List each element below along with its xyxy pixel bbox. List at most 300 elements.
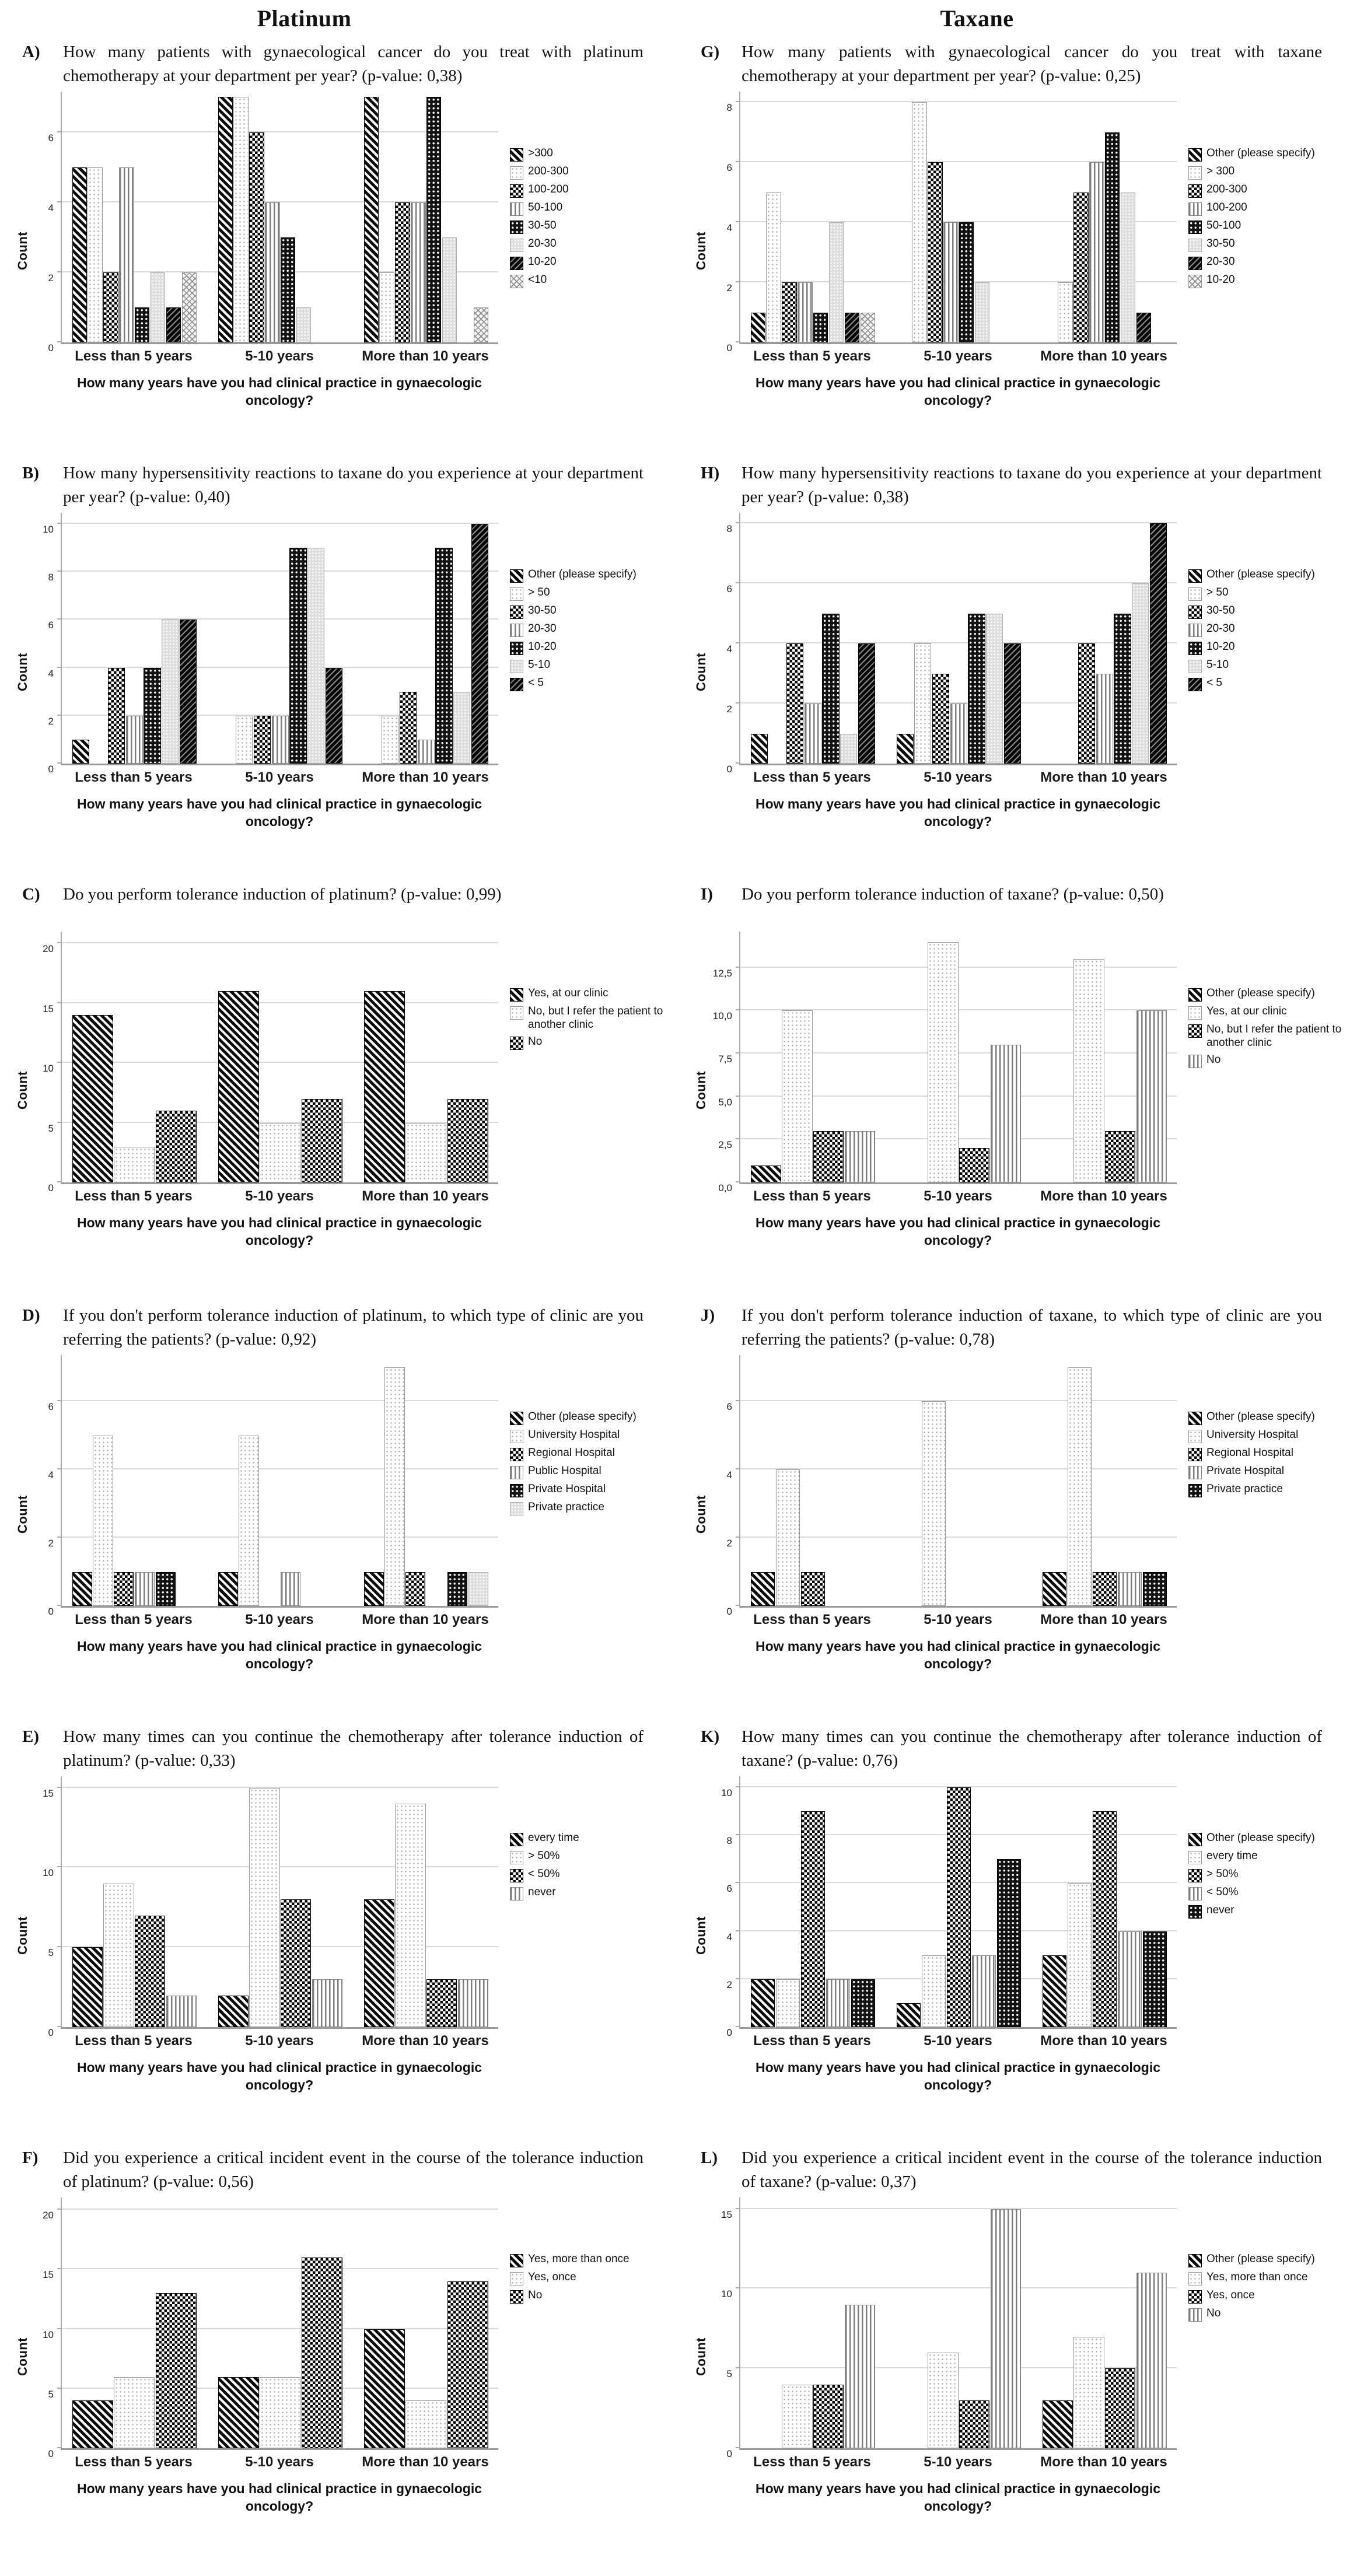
y-tick-mark <box>57 2208 62 2210</box>
legend-swatch-pattern-3 <box>1188 1024 1202 1038</box>
panel-letter: H) <box>701 464 720 482</box>
bar-less-than-5-years-s6 <box>829 222 844 342</box>
panel-question-title: How many hypersensitivity reactions to taxane do you experience at your department per year? (p-value: 0,40) <box>63 464 643 507</box>
panel-letter: E) <box>22 1727 39 1746</box>
legend-item <box>1188 1886 1357 1901</box>
gridline <box>62 523 498 524</box>
y-tick-label: 15 <box>43 2269 54 2281</box>
legend-swatch-pattern-6 <box>510 660 523 673</box>
legend-item <box>1188 165 1357 180</box>
bar-less-than-5-years-s7 <box>858 643 875 764</box>
x-category-label: 5-10 years <box>924 2033 992 2049</box>
legend-swatch-pattern-1 <box>510 1833 523 1846</box>
y-tick-mark <box>736 1138 740 1139</box>
plot-column <box>739 513 1177 831</box>
panel-C <box>0 874 678 1296</box>
bar-less-than-5-years-s3 <box>782 282 796 342</box>
panel-title-row <box>678 2138 1357 2196</box>
y-tick-label: 0 <box>726 764 732 775</box>
x-category-labels <box>739 1608 1177 1632</box>
legend-swatch-pattern-6 <box>1188 660 1202 673</box>
y-tick-mark <box>736 582 740 583</box>
chart-row <box>0 2197 678 2515</box>
legend-label: Yes, more than once <box>1206 2271 1308 2284</box>
y-tick-label: 15 <box>721 2208 732 2220</box>
y-tick-label: 5 <box>48 2388 54 2400</box>
legend-item <box>510 2289 678 2304</box>
y-tick-mark <box>736 1834 740 1835</box>
y-tick-mark <box>736 1882 740 1883</box>
chart-row <box>678 92 1357 410</box>
bar-more-than-10-years-s5 <box>1143 1931 1167 2028</box>
legend-label: >300 <box>528 147 553 160</box>
x-category-labels <box>61 2450 498 2474</box>
y-tick-mark <box>736 2208 740 2209</box>
legend-item <box>1188 1904 1357 1919</box>
bar-5-10-years-s2 <box>239 1436 258 1606</box>
bar-5-10-years-s6 <box>986 614 1003 764</box>
legend-label: 100-200 <box>1206 201 1247 214</box>
panel-letter: J) <box>701 1306 715 1325</box>
bar-less-than-5-years-s1 <box>72 167 87 343</box>
y-axis-label: Count <box>694 2337 709 2376</box>
panel-title-row <box>0 1296 678 1354</box>
plot-column <box>61 2197 498 2515</box>
bar-5-10-years-s7 <box>326 668 342 764</box>
legend-swatch-pattern-4 <box>510 624 523 637</box>
legend-label: Yes, at our clinic <box>1206 1005 1287 1017</box>
legend-label: Other (please specify) <box>1206 147 1315 160</box>
bar-more-than-10-years-s6 <box>1132 583 1149 764</box>
y-tick-label: 2 <box>48 716 54 727</box>
y-axis-label: Count <box>15 2337 30 2376</box>
legend-label: 30-50 <box>528 219 557 232</box>
bar-more-than-10-years-s2 <box>1073 959 1104 1182</box>
bar-5-10-years-s5 <box>968 614 985 764</box>
legend-swatch-pattern-5 <box>1188 220 1202 234</box>
legend-item <box>1188 2289 1357 2304</box>
legend-column <box>498 513 678 831</box>
panel-letter: G) <box>701 43 720 61</box>
bar-5-10-years-s5 <box>289 548 306 764</box>
plot-area <box>739 1776 1177 2029</box>
legend <box>510 1832 678 1901</box>
bar-5-10-years-s2 <box>260 2377 300 2449</box>
y-tick-mark <box>57 1181 62 1182</box>
legend-item <box>1188 987 1357 1002</box>
legend-label: 10-20 <box>1206 640 1235 653</box>
legend-label: 5-10 <box>1206 659 1229 671</box>
legend-item <box>1188 586 1357 601</box>
bar-5-10-years-s2 <box>914 643 931 764</box>
legend-label: Private Hospital <box>1206 1465 1285 1478</box>
gridline <box>740 1400 1177 1401</box>
legend-item <box>1188 640 1357 655</box>
legend-swatch-pattern-5 <box>510 642 523 655</box>
y-axis-column <box>0 932 61 1250</box>
bar-less-than-5-years-s1 <box>72 1572 92 1606</box>
panel-F <box>0 2138 678 2559</box>
y-tick-mark <box>57 2268 62 2269</box>
y-tick-label: 2 <box>48 272 54 284</box>
bar-less-than-5-years-s3 <box>813 2385 844 2449</box>
legend-item <box>1188 2253 1357 2267</box>
chart-row <box>678 1776 1357 2094</box>
legend-swatch-pattern-1 <box>510 2254 523 2267</box>
bar-more-than-10-years-s3 <box>1105 2368 1135 2448</box>
bar-5-10-years-s4 <box>991 2209 1021 2449</box>
bar-more-than-10-years-s5 <box>426 97 441 342</box>
panel-question-title: If you don't perform tolerance induction of platinum, to which type of clinic are you referring the patients? (p-value: 0,92) <box>63 1306 643 1349</box>
legend-swatch-pattern-3 <box>510 1869 523 1882</box>
y-tick-label: 0 <box>726 2027 732 2039</box>
bar-more-than-10-years-s3 <box>1073 192 1088 342</box>
legend-swatch-pattern-7 <box>1188 257 1202 270</box>
gridline <box>62 2208 498 2210</box>
legend-swatch-pattern-3 <box>1188 2290 1202 2304</box>
plot-area <box>61 932 498 1184</box>
legend-label: every time <box>1206 1850 1258 1863</box>
gridline <box>740 101 1177 102</box>
y-tick-label: 0 <box>48 764 54 775</box>
legend-swatch-pattern-3 <box>510 1037 523 1050</box>
bar-5-10-years-s7 <box>1004 643 1021 764</box>
legend-label: 50-100 <box>528 201 563 214</box>
y-tick-mark <box>57 1002 62 1003</box>
legend-swatch-pattern-2 <box>1188 2272 1202 2286</box>
legend-column <box>498 2197 678 2515</box>
legend-label: 30-50 <box>1206 237 1235 250</box>
legend <box>510 568 678 691</box>
bar-less-than-5-years-s3 <box>135 1916 165 2028</box>
legend-label: < 5 <box>1206 677 1222 690</box>
x-axis-title: How many years have you had clinical practice in gynaecologic oncology? <box>76 1639 482 1672</box>
legend-swatch-pattern-4 <box>1188 1887 1202 1901</box>
x-category-label: More than 10 years <box>1040 2033 1167 2049</box>
y-tick-label: 4 <box>48 1469 54 1481</box>
y-tick-mark <box>736 161 740 162</box>
bar-less-than-5-years-s4 <box>135 1572 155 1606</box>
legend-label: Yes, more than once <box>528 2253 629 2266</box>
y-tick-label: 6 <box>48 132 54 144</box>
x-axis-title: How many years have you had clinical practice in gynaecologic oncology? <box>755 1215 1161 1248</box>
y-tick-mark <box>736 1978 740 1979</box>
x-category-labels <box>739 344 1177 369</box>
legend-item <box>510 219 678 234</box>
legend-label: Private practice <box>528 1501 604 1514</box>
gridline <box>62 2328 498 2329</box>
gridline <box>740 967 1177 968</box>
plot-column <box>739 1355 1177 1673</box>
bar-5-10-years-s1 <box>218 1572 238 1606</box>
y-tick-mark <box>736 281 740 282</box>
legend-item <box>1188 1023 1357 1050</box>
x-category-label: More than 10 years <box>362 348 489 365</box>
bar-more-than-10-years-s1 <box>1043 2400 1073 2448</box>
y-tick-label: 10 <box>721 2288 732 2300</box>
y-tick-mark <box>57 1946 62 1947</box>
legend-item <box>1188 1005 1357 1020</box>
legend-swatch-pattern-1 <box>1188 988 1202 1002</box>
bar-more-than-10-years-s4 <box>1089 162 1104 342</box>
legend-item <box>510 1035 678 1050</box>
y-axis-label: Count <box>694 1494 709 1534</box>
y-tick-label: 0 <box>48 2027 54 2039</box>
legend <box>1188 2253 1357 2322</box>
plot-column <box>61 1355 498 1673</box>
y-axis-column <box>678 513 739 831</box>
legend <box>1188 987 1357 1068</box>
y-tick-label: 4 <box>48 667 54 679</box>
x-category-labels <box>61 1608 498 1632</box>
bar-5-10-years-s1 <box>218 1996 249 2028</box>
legend-swatch-pattern-3 <box>1188 1448 1202 1461</box>
x-category-label: 5-10 years <box>245 1188 314 1204</box>
x-category-label: 5-10 years <box>924 1188 992 1204</box>
legend-swatch-pattern-6 <box>1188 239 1202 252</box>
legend-item <box>1188 256 1357 270</box>
y-tick-mark <box>57 762 62 764</box>
y-tick-label: 6 <box>726 1401 732 1413</box>
y-tick-mark <box>736 1930 740 1931</box>
bar-less-than-5-years-s3 <box>114 1572 134 1606</box>
bar-less-than-5-years-s7 <box>845 313 859 342</box>
y-tick-label: 10 <box>43 1867 54 1879</box>
legend-item <box>510 604 678 619</box>
legend-label: Other (please specify) <box>1206 1410 1315 1423</box>
x-category-label: More than 10 years <box>362 2033 489 2049</box>
y-tick-label: 5 <box>48 1122 54 1134</box>
y-tick-mark <box>736 341 740 342</box>
legend-item <box>510 640 678 655</box>
y-axis-label: Count <box>15 231 30 270</box>
legend-label: 50-100 <box>1206 219 1241 232</box>
y-tick-mark <box>736 1400 740 1401</box>
x-axis-title: How many years have you had clinical practice in gynaecologic oncology? <box>755 2481 1161 2514</box>
gridline <box>740 1536 1177 1538</box>
legend-label: 5-10 <box>528 659 551 671</box>
y-axis-column <box>678 932 739 1250</box>
x-category-labels <box>739 1184 1177 1209</box>
legend-label: 20-30 <box>1206 622 1235 635</box>
plot-column <box>739 932 1177 1250</box>
y-tick-mark <box>736 221 740 222</box>
legend-item <box>1188 1465 1357 1479</box>
gridline <box>740 1468 1177 1469</box>
bar-more-than-10-years-s3 <box>400 692 417 764</box>
legend-item <box>510 2271 678 2286</box>
x-category-label: Less than 5 years <box>753 1612 871 1628</box>
bar-less-than-5-years-s1 <box>72 1015 113 1182</box>
bar-less-than-5-years-s4 <box>845 2305 875 2448</box>
x-category-label: Less than 5 years <box>753 2033 871 2049</box>
y-tick-mark <box>57 1122 62 1123</box>
panel-K <box>678 1717 1357 2138</box>
panel-D <box>0 1296 678 1717</box>
legend-item <box>1188 1054 1357 1068</box>
bar-more-than-10-years-s3 <box>426 1979 457 2027</box>
bar-5-10-years-s4 <box>972 1955 996 2027</box>
legend-item <box>1188 1410 1357 1425</box>
legend-item <box>1188 1447 1357 1461</box>
y-tick-label: 6 <box>726 583 732 595</box>
legend-label: 20-30 <box>528 622 557 635</box>
legend-label: No <box>1206 2307 1221 2320</box>
legend-swatch-pattern-4 <box>510 1466 523 1479</box>
legend-label: University Hospital <box>1206 1429 1299 1441</box>
legend-swatch-pattern-4 <box>1188 2308 1202 2322</box>
legend-swatch-pattern-2 <box>1188 1851 1202 1864</box>
legend-swatch-pattern-2 <box>1188 1006 1202 1020</box>
bar-more-than-10-years-s5 <box>1143 1572 1167 1606</box>
y-tick-mark <box>736 1009 740 1010</box>
x-axis-title: How many years have you had clinical practice in gynaecologic oncology? <box>76 2481 482 2514</box>
legend-item <box>510 274 678 288</box>
gridline <box>740 2208 1177 2209</box>
x-category-label: More than 10 years <box>362 1612 489 1628</box>
x-axis-title: How many years have you had clinical practice in gynaecologic oncology? <box>755 1639 1161 1672</box>
legend-item <box>1188 274 1357 288</box>
x-category-label: 5-10 years <box>245 348 314 365</box>
plot-area <box>61 1776 498 2029</box>
panel-A <box>0 32 678 453</box>
y-tick-label: 2 <box>726 704 732 715</box>
legend-label: Other (please specify) <box>1206 568 1315 581</box>
y-tick-mark <box>736 1536 740 1538</box>
legend-swatch-pattern-6 <box>510 239 523 252</box>
x-category-label: 5-10 years <box>245 769 314 786</box>
gridline <box>740 642 1177 643</box>
legend-swatch-pattern-2 <box>1188 1430 1202 1443</box>
legend-label: never <box>1206 1904 1234 1917</box>
gridline <box>62 942 498 943</box>
y-tick-mark <box>57 2388 62 2389</box>
bar-more-than-10-years-s6 <box>1121 192 1135 342</box>
legend-item <box>510 1832 678 1846</box>
y-tick-label: 5 <box>48 1947 54 1959</box>
y-tick-mark <box>736 702 740 704</box>
bar-less-than-5-years-s4 <box>119 167 134 343</box>
legend-column <box>498 92 678 410</box>
legend-item <box>1188 147 1357 162</box>
bar-5-10-years-s4 <box>991 1045 1021 1182</box>
x-category-label: More than 10 years <box>1040 769 1167 786</box>
plot-column <box>61 932 498 1250</box>
bar-5-10-years-s3 <box>959 2400 989 2448</box>
legend-label: No <box>528 2289 543 2302</box>
bar-less-than-5-years-s1 <box>751 313 765 342</box>
legend-swatch-pattern-4 <box>1188 624 1202 637</box>
bar-more-than-10-years-s1 <box>364 991 405 1182</box>
legend-item <box>510 1886 678 1901</box>
plot-column <box>739 1776 1177 2094</box>
bar-5-10-years-s3 <box>947 1787 971 2027</box>
panel-title-row <box>678 453 1357 512</box>
bar-more-than-10-years-s2 <box>1068 1883 1092 2027</box>
legend-item <box>510 165 678 180</box>
plot-column <box>61 513 498 831</box>
x-category-label: Less than 5 years <box>75 769 193 786</box>
legend-column <box>498 932 678 1250</box>
x-category-label: Less than 5 years <box>753 2454 871 2470</box>
bar-more-than-10-years-s4 <box>1118 1572 1142 1606</box>
bar-more-than-10-years-s3 <box>447 1099 488 1182</box>
legend-swatch-pattern-3 <box>1188 606 1202 619</box>
chart-row <box>678 1355 1357 1673</box>
y-tick-label: 10,0 <box>712 1010 732 1022</box>
legend <box>1188 147 1357 288</box>
y-tick-mark <box>57 1400 62 1401</box>
bar-more-than-10-years-s2 <box>1058 282 1072 342</box>
bar-5-10-years-s2 <box>922 1401 946 1606</box>
y-tick-label: 8 <box>726 1835 732 1847</box>
legend-label: every time <box>528 1832 579 1845</box>
bar-5-10-years-s3 <box>302 1099 342 1182</box>
legend-swatch-pattern-3 <box>510 1448 523 1461</box>
legend-swatch-pattern-4 <box>1188 202 1202 216</box>
y-tick-label: 0 <box>48 342 54 354</box>
legend-item <box>1188 237 1357 252</box>
panel-title-row <box>0 874 678 930</box>
y-tick-label: 0 <box>48 1606 54 1618</box>
bar-5-10-years-s2 <box>236 716 253 764</box>
bar-more-than-10-years-s5 <box>435 548 452 764</box>
bar-less-than-5-years-s2 <box>114 1147 155 1182</box>
x-axis-title: How many years have you had clinical practice in gynaecologic oncology? <box>76 1215 482 1248</box>
bar-more-than-10-years-s4 <box>458 1979 488 2027</box>
bar-less-than-5-years-s3 <box>813 1131 844 1182</box>
panel-question-title: Did you experience a critical incident event in the course of the tolerance induction of platinum? (p-value: 0,56) <box>63 2148 643 2192</box>
bar-5-10-years-s5 <box>997 1859 1022 2027</box>
x-category-labels <box>61 2029 498 2053</box>
panel-letter: K) <box>701 1727 720 1746</box>
legend-swatch-pattern-2 <box>510 166 523 180</box>
y-tick-label: 6 <box>48 620 54 631</box>
legend-swatch-pattern-3 <box>510 606 523 619</box>
y-axis-label: Count <box>15 1916 30 1955</box>
chart-row <box>0 513 678 831</box>
bar-more-than-10-years-s1 <box>364 97 379 342</box>
panel-title-row <box>0 453 678 512</box>
x-category-labels <box>61 344 498 369</box>
y-axis-column <box>0 2197 61 2515</box>
legend-item <box>510 1501 678 1516</box>
y-tick-label: 2 <box>726 282 732 294</box>
y-tick-label: 20 <box>43 2209 54 2221</box>
legend-swatch-pattern-1 <box>1188 1833 1202 1846</box>
legend-swatch-pattern-5 <box>1188 642 1202 655</box>
legend-label: Yes, at our clinic <box>528 987 608 999</box>
legend-item <box>1188 1832 1357 1846</box>
y-tick-mark <box>57 667 62 668</box>
bar-less-than-5-years-s7 <box>166 307 181 342</box>
legend-label: 200-300 <box>528 165 569 178</box>
bar-less-than-5-years-s8 <box>861 313 875 342</box>
plot-area <box>61 1355 498 1608</box>
legend-label: Private Hospital <box>528 1483 606 1496</box>
legend-swatch-pattern-7 <box>1188 678 1202 691</box>
y-tick-label: 2 <box>726 1979 732 1991</box>
gridline <box>62 1536 498 1538</box>
x-category-label: More than 10 years <box>1040 2454 1167 2470</box>
panel-question-title: Do you perform tolerance induction of platinum? (p-value: 0,99) <box>63 885 502 904</box>
y-tick-mark <box>736 1096 740 1097</box>
legend-swatch-pattern-5 <box>1188 1905 1202 1919</box>
legend-item <box>510 147 678 162</box>
legend-label: Private practice <box>1206 1483 1283 1496</box>
x-category-label: 5-10 years <box>245 1612 314 1628</box>
x-axis-title: How many years have you had clinical practice in gynaecologic oncology? <box>755 2060 1161 2093</box>
